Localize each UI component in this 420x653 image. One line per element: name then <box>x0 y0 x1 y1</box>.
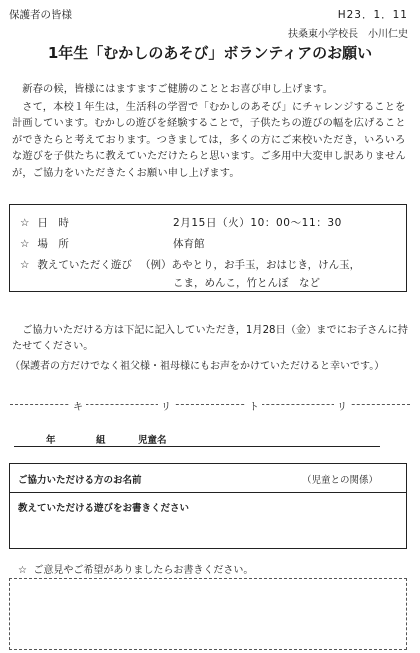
comment-box[interactable] <box>9 578 407 650</box>
form-divider <box>10 492 406 493</box>
page-title: 1年生「むかしのあそび」ボランティアのお願い <box>47 44 373 62</box>
star-icon: ☆ <box>20 259 30 271</box>
child-name-line[interactable] <box>14 446 380 447</box>
place-label: 場 所 <box>37 238 69 250</box>
grade-label: 年 <box>46 435 56 446</box>
greeting-paragraph: 新春の候，皆様にはますますご健勝のこととお喜び申し上げます。 <box>22 84 333 95</box>
games-label-row <box>20 257 132 272</box>
datetime-label-row <box>20 215 69 230</box>
place-value: 体育館 <box>173 238 205 250</box>
games-value-line1: （例）あやとり，お手玉，おはじき，けん玉， <box>140 259 361 271</box>
grandparents-note: （保護者の方だけでなく祖父様・祖母様にもお声をかけていただけると幸いです。） <box>10 361 385 372</box>
games-value-line2: こま，めんこ，竹とんぼ など <box>173 277 320 289</box>
games-to-teach-label: 教えていただける遊びをお書きください <box>18 503 190 514</box>
submission-instructions: ご協力いただける方は下記に記入していただき，1月28日（金）までにお子さんに持たせてください。 <box>12 325 408 353</box>
issue-date: H23．1．11 <box>337 9 408 21</box>
datetime-value: 2月15日（火）10：00～11：30 <box>173 217 342 229</box>
comment-prompt <box>18 561 253 576</box>
cut-char: リ <box>334 398 350 413</box>
child-name-label: 児童名 <box>138 435 167 446</box>
event-details-box <box>9 204 407 292</box>
star-icon: ☆ <box>20 238 30 250</box>
cut-char: キ <box>70 398 86 413</box>
addressee: 保護者の皆様 <box>9 9 72 21</box>
sender: 扶桑東小学校長 小川仁史 <box>288 29 408 40</box>
request-paragraph: さて，本校１年生は，生活科の学習で「むかしのあそび」にチャレンジすることを計画しています。むかしの遊びを経験することで，子供たちの遊びの幅を広げることができたらと考えております。つきましては，多くの方にご来校いただき，いろいろな遊びを子供たちに教えていただけたらと思います。ご多用中大変申し訳ありませんが，ご協力をいただきたくお願い申し上げます。 <box>12 102 406 179</box>
cut-label <box>70 398 350 413</box>
volunteer-name-label: ご協力いただける方のお名前 <box>18 475 142 486</box>
datetime-label: 日 時 <box>37 217 69 229</box>
cut-char: ト <box>246 398 262 413</box>
star-icon: ☆ <box>20 217 30 229</box>
relation-label: （児童との関係） <box>301 475 378 486</box>
place-label-row <box>20 236 69 251</box>
cut-char: リ <box>158 398 174 413</box>
class-label: 組 <box>96 435 106 446</box>
games-label: 教えていただく遊び <box>37 259 132 271</box>
volunteer-form <box>9 463 407 549</box>
comment-label: ご意見やご希望がありましたらお書きください。 <box>33 565 254 576</box>
star-icon: ☆ <box>18 565 27 576</box>
